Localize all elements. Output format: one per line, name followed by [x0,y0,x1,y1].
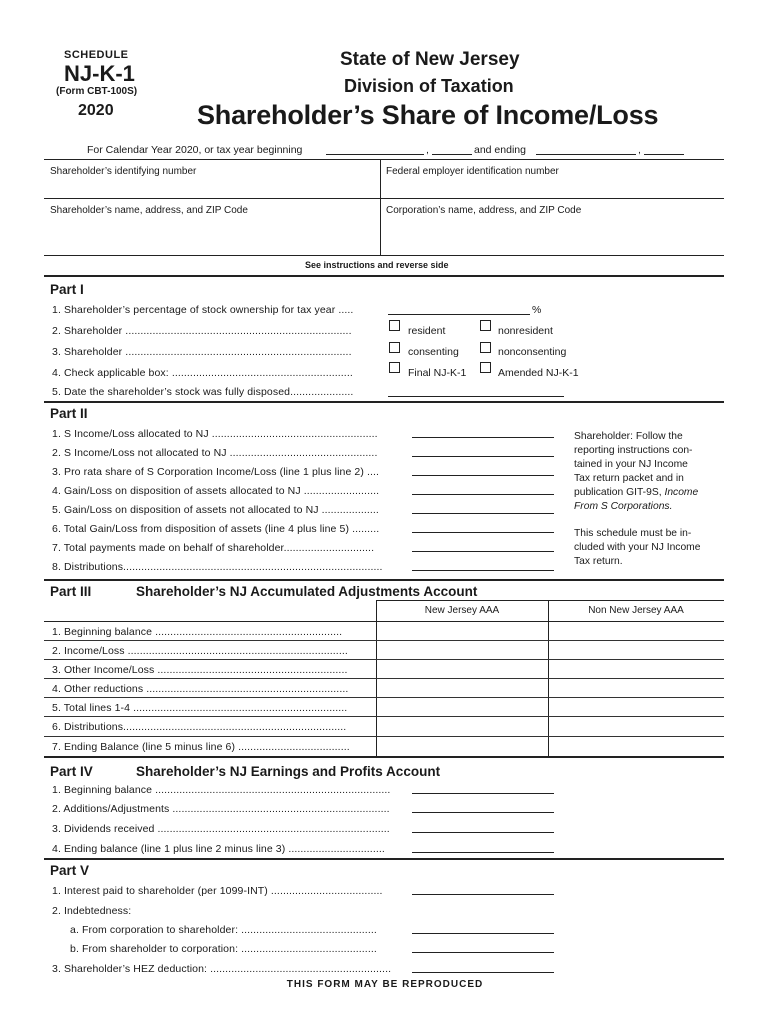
p3-line4-label: 4. Other reductions ................................................................... [52,683,349,695]
page-title: Shareholder’s Share of Income/Loss [197,100,659,130]
p4-line1-label: 1. Beginning balance .............................................................................. [52,784,391,796]
corp-name-field[interactable] [381,220,724,254]
part1-title: Part I [50,282,84,297]
p3-row-sep-2 [44,659,724,660]
division-name: Division of Taxation [344,76,514,96]
p4-line3-label: 3. Dividends received ............................................................................. [52,823,390,835]
resident-checkbox[interactable] [389,320,400,331]
note-b2: cluded with your NJ Income [574,542,701,553]
p2-line5-field[interactable] [412,513,554,514]
p4-line1-field[interactable] [412,793,554,794]
nonresident-label: nonresident [498,325,553,337]
nonconsenting-label: nonconsenting [498,346,567,358]
note-a5-italic: Income [664,487,699,498]
p1-line5-label: 5. Date the shareholder’s stock was fully disposed..................... [52,386,354,398]
footer-note: THIS FORM MAY BE REPRODUCED [286,979,484,990]
p4-line3-field[interactable] [412,832,554,833]
p2-line2-field[interactable] [412,456,554,457]
note-a1: Shareholder: Follow the [574,431,683,442]
p1-line1-label: 1. Shareholder’s percentage of stock ownership for tax year ..... [52,304,354,316]
resident-label: resident [408,325,446,337]
note-a5-text: publication GIT-9S, [574,487,662,498]
begin-year-field[interactable] [432,154,472,155]
p2-line6-field[interactable] [412,532,554,533]
p3-line7-label: 7. Ending Balance (line 5 minus line 6) ..................................... [52,741,350,753]
p2-line8-field[interactable] [412,570,554,571]
begin-date-field[interactable] [326,154,424,155]
note-a2: reporting instructions con- [574,445,693,456]
note-a6 [574,500,698,514]
tax-year: 2020 [78,102,114,119]
rule-part4 [44,756,724,758]
p2-line7-field[interactable] [412,551,554,552]
calendar-line: For Calendar Year 2020, or tax year beginning [87,144,303,156]
p1-line5-field[interactable] [388,396,564,397]
consenting-label: consenting [408,346,459,358]
p5-line2b-label: b. From shareholder to corporation: ............................................. [70,943,377,955]
p1-line4-label: 4. Check applicable box: ............................................................ [52,367,353,379]
note-a6-italic: From S Corporations. [574,501,673,512]
p2-line1-field[interactable] [412,437,554,438]
shareholder-name-field[interactable] [44,220,380,254]
p4-line4-label: 4. Ending balance (line 1 plus line 2 minus line 3) ................................ [52,843,385,855]
p3-row-sep-6 [44,736,724,737]
shareholder-id-label: Shareholder’s identifying number [50,166,197,177]
part4-subtitle: Shareholder’s NJ Earnings and Profits Account [136,764,441,779]
p2-line8-label: 8. Distributions...................................................................................... [52,561,383,573]
p4-line2-field[interactable] [412,812,554,813]
schedule-label: SCHEDULE [64,49,129,61]
rule-part3 [44,579,724,581]
p5-line1-field[interactable] [412,894,554,895]
part3-title: Part III [50,584,92,599]
fein-label: Federal employer identification number [386,166,559,177]
note-a4: Tax return packet and in [574,473,684,484]
form-id: NJ-K-1 [64,61,135,86]
p3-line1-label: 1. Beginning balance .............................................................. [52,626,343,638]
p2-line5-label: 5. Gain/Loss on disposition of assets not allocated to NJ ................... [52,504,379,516]
part5-title: Part V [50,863,90,878]
comma-1: , [426,144,429,156]
rule-part2 [44,401,724,403]
p1-line1-field[interactable] [388,314,530,315]
id-box-bottom [44,255,724,256]
p3-row-sep-4 [44,697,724,698]
p3-row-sep-5 [44,716,724,717]
p5-line2b-field[interactable] [412,952,554,953]
p4-line2-label: 2. Additions/Adjustments ........................................................................ [52,803,390,815]
amended-checkbox[interactable] [480,362,491,373]
p2-line2-label: 2. S Income/Loss not allocated to NJ ................................................. [52,447,378,459]
p1-line3-label: 3. Shareholder ........................................................................... [52,346,352,358]
end-year-field[interactable] [644,154,684,155]
inclusion-note [574,527,700,569]
p2-line3-label: 3. Pro rata share of S Corporation Income/Loss (line 1 plus line 2) .... [52,466,380,478]
final-label: Final NJ-K-1 [408,367,467,379]
p3-row-sep-1 [44,640,724,641]
percent-sign: % [532,304,542,316]
p2-line1-label: 1. S Income/Loss allocated to NJ ....................................................... [52,428,378,440]
p5-line2a-field[interactable] [412,933,554,934]
p5-line1-label: 1. Interest paid to shareholder (per 1099-INT) ..................................... [52,885,383,897]
p3-header-bottom [44,621,724,622]
shareholder-name-label: Shareholder’s name, address, and ZIP Code [50,205,248,216]
note-b3: Tax return. [574,556,623,567]
col-non-nj-aaa: Non New Jersey AAA [588,605,684,616]
p3-line5-label: 5. Total lines 1-4 ....................................................................... [52,702,348,714]
p5-line3-field[interactable] [412,972,554,973]
shareholder-id-field[interactable] [44,181,380,197]
note-b1: This schedule must be in- [574,528,692,539]
note-a5 [574,486,698,500]
p3-line6-label: 6. Distributions.......................................................................... [52,721,347,733]
comma-2: , [638,144,641,156]
p3-line2-label: 2. Income/Loss ......................................................................... [52,645,348,657]
p2-line3-field[interactable] [412,475,554,476]
form-sub: (Form CBT-100S) [56,86,138,97]
part2-title: Part II [50,406,88,421]
shareholder-note [574,430,698,514]
p3-header-top [376,600,724,601]
note-a3: tained in your NJ Income [574,459,688,470]
and-ending-label: and ending [474,144,526,156]
p3-row-sep-3 [44,678,724,679]
col-nj-aaa: New Jersey AAA [424,605,500,616]
amended-label: Amended NJ-K-1 [498,367,579,379]
nonresident-checkbox[interactable] [480,320,491,331]
p2-line4-label: 4. Gain/Loss on disposition of assets allocated to NJ ......................... [52,485,380,497]
corp-name-label: Corporation’s name, address, and ZIP Code [386,205,582,216]
fein-field[interactable] [381,181,724,197]
final-checkbox[interactable] [389,362,400,373]
p3-line3-label: 3. Other Income/Loss ............................................................... [52,664,348,676]
p5-line2a-label: a. From corporation to shareholder: ............................................. [70,924,377,936]
p5-line2-label: 2. Indebtedness: [52,905,132,917]
state-name: State of New Jersey [340,49,520,70]
p1-line2-label: 2. Shareholder ........................................................................... [52,325,352,337]
consenting-checkbox[interactable] [389,342,400,353]
rule-part5 [44,858,724,860]
part3-subtitle: Shareholder’s NJ Accumulated Adjustments Account [136,584,478,599]
p5-line3-label: 3. Shareholder’s HEZ deduction: ............................................................ [52,963,392,975]
nonconsenting-checkbox[interactable] [480,342,491,353]
p4-line4-field[interactable] [412,852,554,853]
part4-title: Part IV [50,764,93,779]
see-instructions: See instructions and reverse side [305,260,449,270]
id-box-mid [44,198,724,199]
end-date-field[interactable] [536,154,636,155]
p2-line6-label: 6. Total Gain/Loss from disposition of assets (line 4 plus line 5) ......... [52,523,380,535]
rule-part1 [44,275,724,277]
p2-line4-field[interactable] [412,494,554,495]
id-box-top [44,159,724,160]
p2-line7-label: 7. Total payments made on behalf of shareholder.............................. [52,542,375,554]
